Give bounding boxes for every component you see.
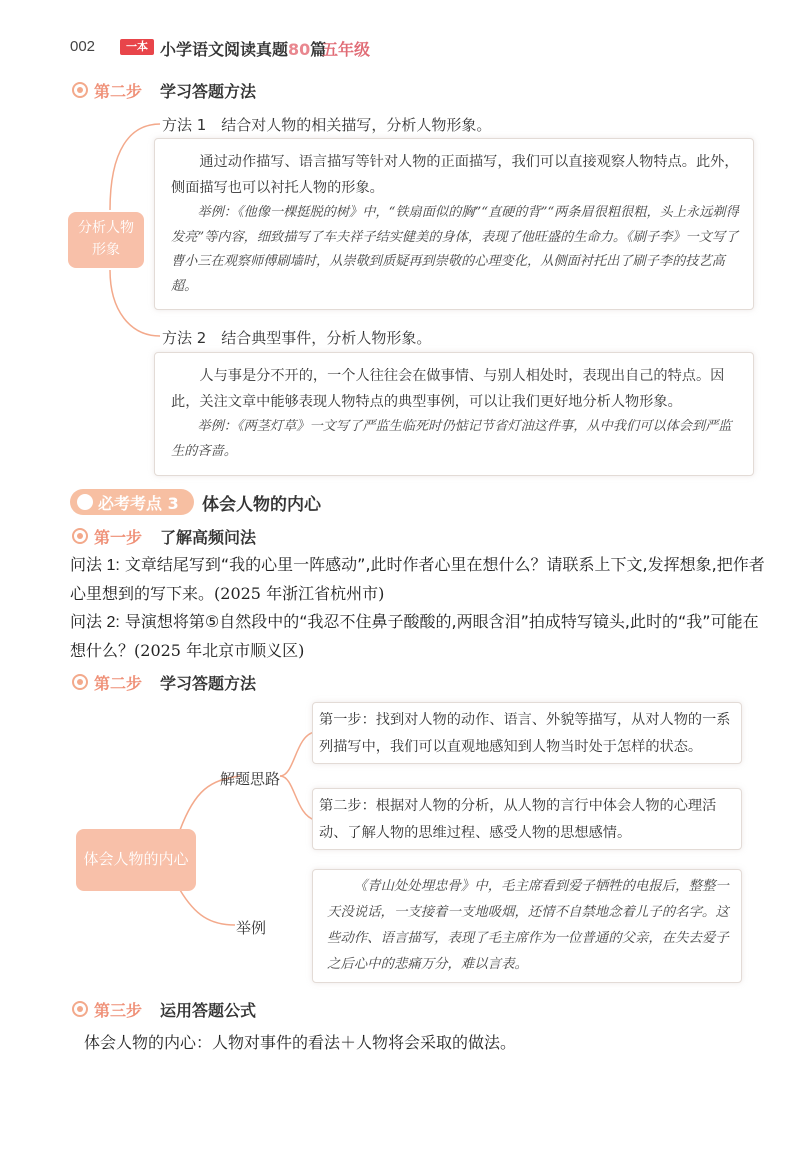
center-node-analyze-character: 分析人物形象 xyxy=(68,212,144,268)
step-bullet-icon xyxy=(72,528,88,544)
example-card xyxy=(312,869,742,983)
book-title xyxy=(160,37,326,60)
method-2-example: 举例：《两茎灯草》一文写了严监生临死时仍惦记节省灯油这件事，从中我们可以体会到严监生的吝啬。 xyxy=(171,419,732,459)
step-label: 第二步 xyxy=(94,674,143,693)
idea-step-1-text: 第一步：找到对人物的动作、语言、外貌等描写，从对人物的一系列描写中，我们可以直观地感知到人物当时处于怎样的状态。 xyxy=(319,712,731,755)
pencil-icon xyxy=(77,494,93,510)
question-tag: 问法 1: xyxy=(70,557,120,574)
question-text: 文章结尾写到“我的心里一阵感动”,此时作者心里在想什么？请联系上下文,发挥想象,把作者心里想到的写下来。 xyxy=(70,555,765,603)
branch-example: 举例 xyxy=(236,919,267,937)
key-point-label: 必考考点 3 xyxy=(98,494,179,513)
method-1-example: 举例：《他像一棵挺脱的树》中，“铁扇面似的胸”“直硬的背”“两条眉很粗很粗，头上永远剃得发亮”等内容，细致描写了车夫祥子结实健美的身体，表现了他旺盛的生命力。《刷子李》一文写了曹小三在观察师傅刷墙时，从崇敬到质疑再到崇敬的心理变化，从侧面衬托出了刷子李的技艺高超。 xyxy=(171,205,739,294)
method-1-text: 通过动作描写、语言描写等针对人物的正面描写，我们可以直接观察人物特点。此外，侧面描写也可以衬托人物的形象。 xyxy=(171,154,739,196)
question-text: 导演想将第⑤自然段中的“我忍不住鼻子酸酸的,两眼含泪”拍成特写镜头,此时的“我”可能在想什么？ xyxy=(70,612,759,660)
step-title: 学习答题方法 xyxy=(160,674,257,693)
question-2 xyxy=(70,608,770,665)
mindmap-connector xyxy=(140,700,320,950)
center-node-inner-feelings: 体会人物的内心 xyxy=(76,829,196,891)
branch-solution-idea: 解题思路 xyxy=(220,770,281,788)
step-title: 了解高频问法 xyxy=(160,528,257,547)
method-2-text: 人与事是分不开的，一个人往往会在做事情、与别人相处时，表现出自己的特点。因此，关注文章中能够表现人物特点的典型事例，可以让我们更好地分析人物形象。 xyxy=(171,368,725,410)
method-2-title: 方法 2 结合典型事件，分析人物形象。 xyxy=(162,329,432,347)
idea-step-2-card xyxy=(312,788,742,850)
section-title: 体会人物的内心 xyxy=(202,495,321,515)
example-text: 《青山处处埋忠骨》中，毛主席看到爱子牺牲的电报后，整整一天没说话，一支接着一支地吸烟，还情不自禁地念着儿子的名字。这些动作、语言描写，表现了毛主席作为一位普通的父亲，在失去爱子之后心中的悲痛万分，难以言表。 xyxy=(327,879,729,972)
step-label: 第一步 xyxy=(94,528,143,547)
step-label: 第二步 xyxy=(94,82,143,101)
method-1-title: 方法 1 结合对人物的相关描写，分析人物形象。 xyxy=(162,116,492,134)
question-tag: 问法 2: xyxy=(70,614,120,631)
step-bullet-icon xyxy=(72,674,88,690)
step-title: 学习答题方法 xyxy=(160,82,257,101)
idea-step-1-card xyxy=(312,702,742,764)
answer-formula: 体会人物的内心：人物对事件的看法＋人物将会采取的做法。 xyxy=(84,1033,517,1052)
idea-step-2-text: 第二步：根据对人物的分析，从人物的言行中体会人物的心理活动、了解人物的思维过程、感受人物的思想感情。 xyxy=(319,798,717,841)
method-2-card xyxy=(154,352,754,476)
grade-label: 五年级 xyxy=(322,40,371,59)
question-1 xyxy=(70,551,770,608)
brand-badge: 一本 xyxy=(120,39,154,55)
step-bullet-icon xyxy=(72,82,88,98)
book-title-num: 80 xyxy=(288,40,311,59)
page-number: 002 xyxy=(70,38,96,55)
book-title-post: 篇 xyxy=(310,40,327,59)
method-1-card xyxy=(154,138,754,310)
question-source: (2025 年北京市顺义区) xyxy=(134,641,305,660)
question-source: (2025 年浙江省杭州市) xyxy=(214,584,385,603)
step-label: 第三步 xyxy=(94,1001,143,1020)
step-title: 运用答题公式 xyxy=(160,1001,257,1020)
book-title-pre: 小学语文阅读真题 xyxy=(160,40,289,59)
step-bullet-icon xyxy=(72,1001,88,1017)
